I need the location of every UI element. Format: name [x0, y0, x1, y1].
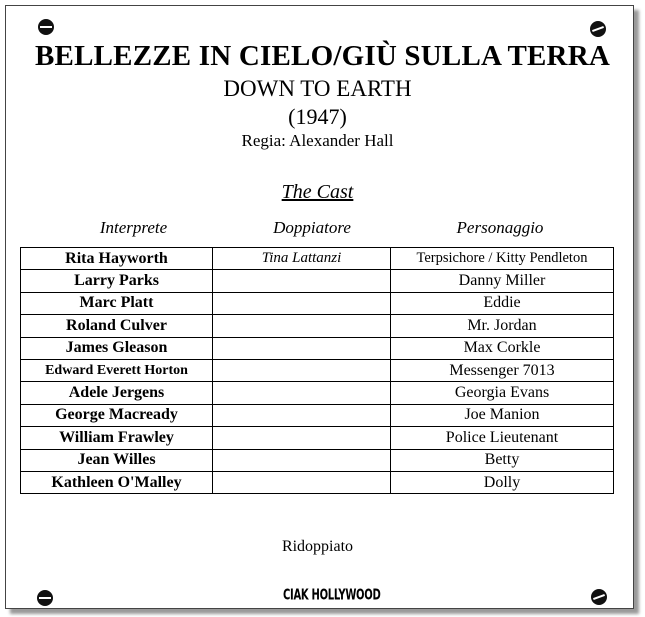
dubber-cell	[213, 449, 391, 471]
role-cell: Terpsichore / Kitty Pendleton	[391, 248, 614, 270]
redub-note: Ridoppiato	[281, 538, 354, 555]
actor-cell: Marc Platt	[21, 292, 213, 314]
page-title: BELLEZZE IN CIELO/GIÙ SULLA TERRA	[35, 40, 610, 72]
actor-cell: Jean Willes	[21, 449, 213, 471]
dubber-cell	[213, 427, 391, 449]
cast-heading: The Cast	[281, 181, 354, 203]
table-row	[21, 449, 614, 471]
dubber-cell	[213, 471, 391, 493]
table-row	[21, 427, 614, 449]
table-row	[21, 248, 614, 270]
table-row	[21, 337, 614, 359]
actor-cell: Kathleen O'Malley	[21, 471, 213, 493]
role-cell: Messenger 7013	[391, 359, 614, 381]
role-cell: Georgia Evans	[391, 382, 614, 404]
actor-cell: George Macready	[21, 404, 213, 426]
dubber-cell	[213, 270, 391, 292]
dubber-cell	[213, 315, 391, 337]
actor-cell: Adele Jergens	[21, 382, 213, 404]
dubber-cell: Tina Lattanzi	[213, 248, 391, 270]
punch-hole-icon	[591, 589, 607, 605]
table-row	[21, 315, 614, 337]
dubber-cell	[213, 337, 391, 359]
original-title: DOWN TO EARTH	[223, 76, 412, 101]
role-cell: Eddie	[391, 292, 614, 314]
role-cell: Max Corkle	[391, 337, 614, 359]
table-row	[21, 404, 614, 426]
actor-cell: Larry Parks	[21, 270, 213, 292]
punch-hole-icon	[590, 21, 606, 37]
column-header-interprete: Interprete	[99, 218, 168, 237]
cast-table	[20, 247, 614, 494]
role-cell: Mr. Jordan	[391, 315, 614, 337]
role-cell: Police Lieutenant	[391, 427, 614, 449]
table-row	[21, 359, 614, 381]
actor-cell: Roland Culver	[21, 315, 213, 337]
actor-cell: Edward Everett Horton	[21, 359, 213, 381]
ciak-hollywood-logo: CIAK HOLLYWOOD	[283, 587, 381, 604]
table-row	[21, 292, 614, 314]
punch-hole-icon	[38, 19, 54, 35]
punch-hole-icon	[37, 590, 53, 606]
dubber-cell	[213, 382, 391, 404]
dubber-cell	[213, 359, 391, 381]
director-credit: Regia: Alexander Hall	[241, 131, 394, 150]
column-header-personaggio: Personaggio	[456, 218, 544, 237]
role-cell: Dolly	[391, 471, 614, 493]
column-header-doppiatore: Doppiatore	[273, 218, 351, 237]
release-year: (1947)	[288, 104, 347, 129]
table-row	[21, 382, 614, 404]
actor-cell: Rita Hayworth	[21, 248, 213, 270]
role-cell: Betty	[391, 449, 614, 471]
dubber-cell	[213, 404, 391, 426]
role-cell: Joe Manion	[391, 404, 614, 426]
table-row	[21, 270, 614, 292]
dubber-cell	[213, 292, 391, 314]
actor-cell: James Gleason	[21, 337, 213, 359]
table-row	[21, 471, 614, 493]
actor-cell: William Frawley	[21, 427, 213, 449]
role-cell: Danny Miller	[391, 270, 614, 292]
